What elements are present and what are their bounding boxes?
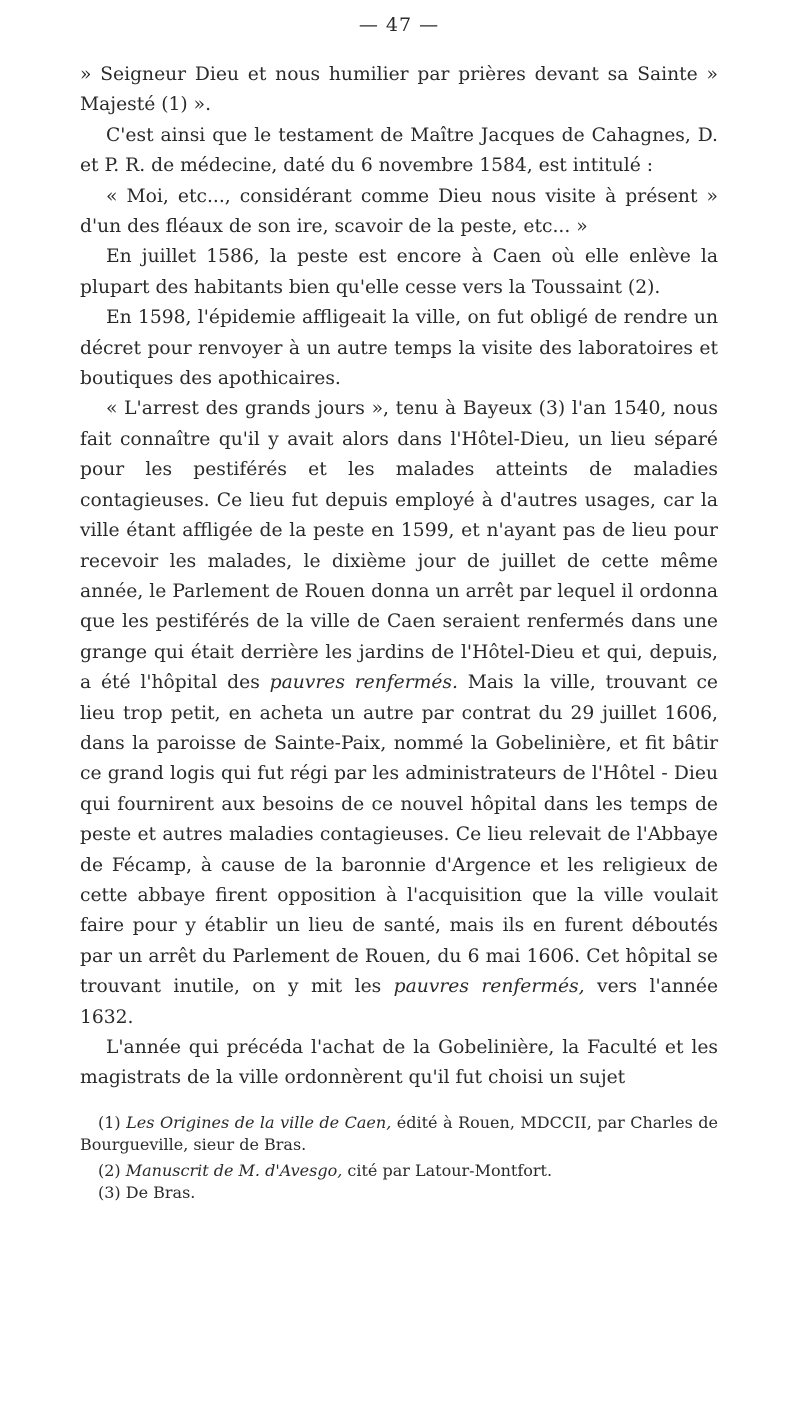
italic-text: Les Origines de la ville de Caen, (126, 1112, 392, 1132)
italic-text: pauvres renfermés, (393, 976, 585, 998)
paragraph: En juillet 1586, la peste est encore à Caen où elle enlève la plupart des habitants bien qu'elle cesse vers la Toussaint (2). (80, 246, 718, 298)
paragraph: « Moi, etc..., considérant comme Dieu nous visite à présent » d'un des fléaux de son ire, scavoir de la peste, etc... » (80, 185, 718, 238)
body-text (80, 60, 718, 1094)
footnote: (1) Les Origines de la ville de Caen, édité à Rouen, MDCCII, par Charles de Bourgueville, sieur de Bras. (80, 1112, 719, 1154)
italic-text: pauvres renfermés. (269, 672, 458, 694)
footnote: (3) De Bras. (98, 1182, 196, 1202)
paragraph: » Seigneur Dieu et nous humilier par prières devant sa Sainte » Majesté (1) ». (80, 64, 718, 116)
paragraph: En 1598, l'épidemie affligeait la ville, on fut obligé de rendre un décret pour renvoyer à un autre temps la visite des laboratoires et boutiques des apothicaires. (80, 307, 718, 390)
paragraph: C'est ainsi que le testament de Maître Jacques de Cahagnes, D. et P. R. de médecine, daté du 6 novembre 1584, est intitulé : (80, 124, 718, 177)
page-number: — 47 — (358, 14, 440, 36)
italic-text: Manuscrit de M. d'Avesgo, (125, 1160, 343, 1180)
footnote: (2) Manuscrit de M. d'Avesgo, cité par Latour-Montfort. (98, 1160, 553, 1180)
document-page (80, 14, 718, 1204)
paragraph: L'année qui précéda l'achat de la Gobelinière, la Faculté et les magistrats de la ville ordonnèrent qu'il fut choisi un sujet (80, 1037, 718, 1089)
footnotes (80, 1112, 718, 1204)
paragraph: « L'arrest des grands jours », tenu à Bayeux (3) l'an 1540, nous fait connaître qu'il y avait alors dans l'Hôtel-Dieu, un lieu séparé pour les pestiférés et les malades atteints de maladies contagieuses. Ce lieu fut depuis employé à d'autres usages, car la ville étant affligée de la peste en 1599, et n'ayant pas de lieu pour recevoir les malades, le dixième jour de juillet de cette même année, le Parlement de Rouen donna un arrêt par lequel il ordonna que les pestiférés de la ville de Caen seraient renfermés dans une grange qui était derrière les jardins de l'Hôtel-Dieu et qui, depuis, a été l'hôpital des pauvres renfermés. Mais la ville, trouvant ce lieu trop petit, en acheta un autre par contrat du 29 juillet 1606, dans la paroisse de Sainte-Paix, nommé la Gobelinière, et fit bâtir ce grand logis qui fut régi par les administrateurs de l'Hôtel - Dieu qui fournirent aux besoins de ce nouvel hôpital dans les temps de peste et autres maladies contagieuses. Ce lieu relevait de l'Abbaye de Fécamp, à cause de la baronnie d'Argence et les religieux de cette abbaye firent opposition à l'acquisition que la ville voulait faire pour y établir un lieu de santé, mais ils en furent déboutés par un arrêt du Parlement de Rouen, du 6 mai 1606. Cet hôpital se trouvant inutile, on y mit les pauvres renfermés, vers l'année 1632. (80, 398, 719, 1028)
